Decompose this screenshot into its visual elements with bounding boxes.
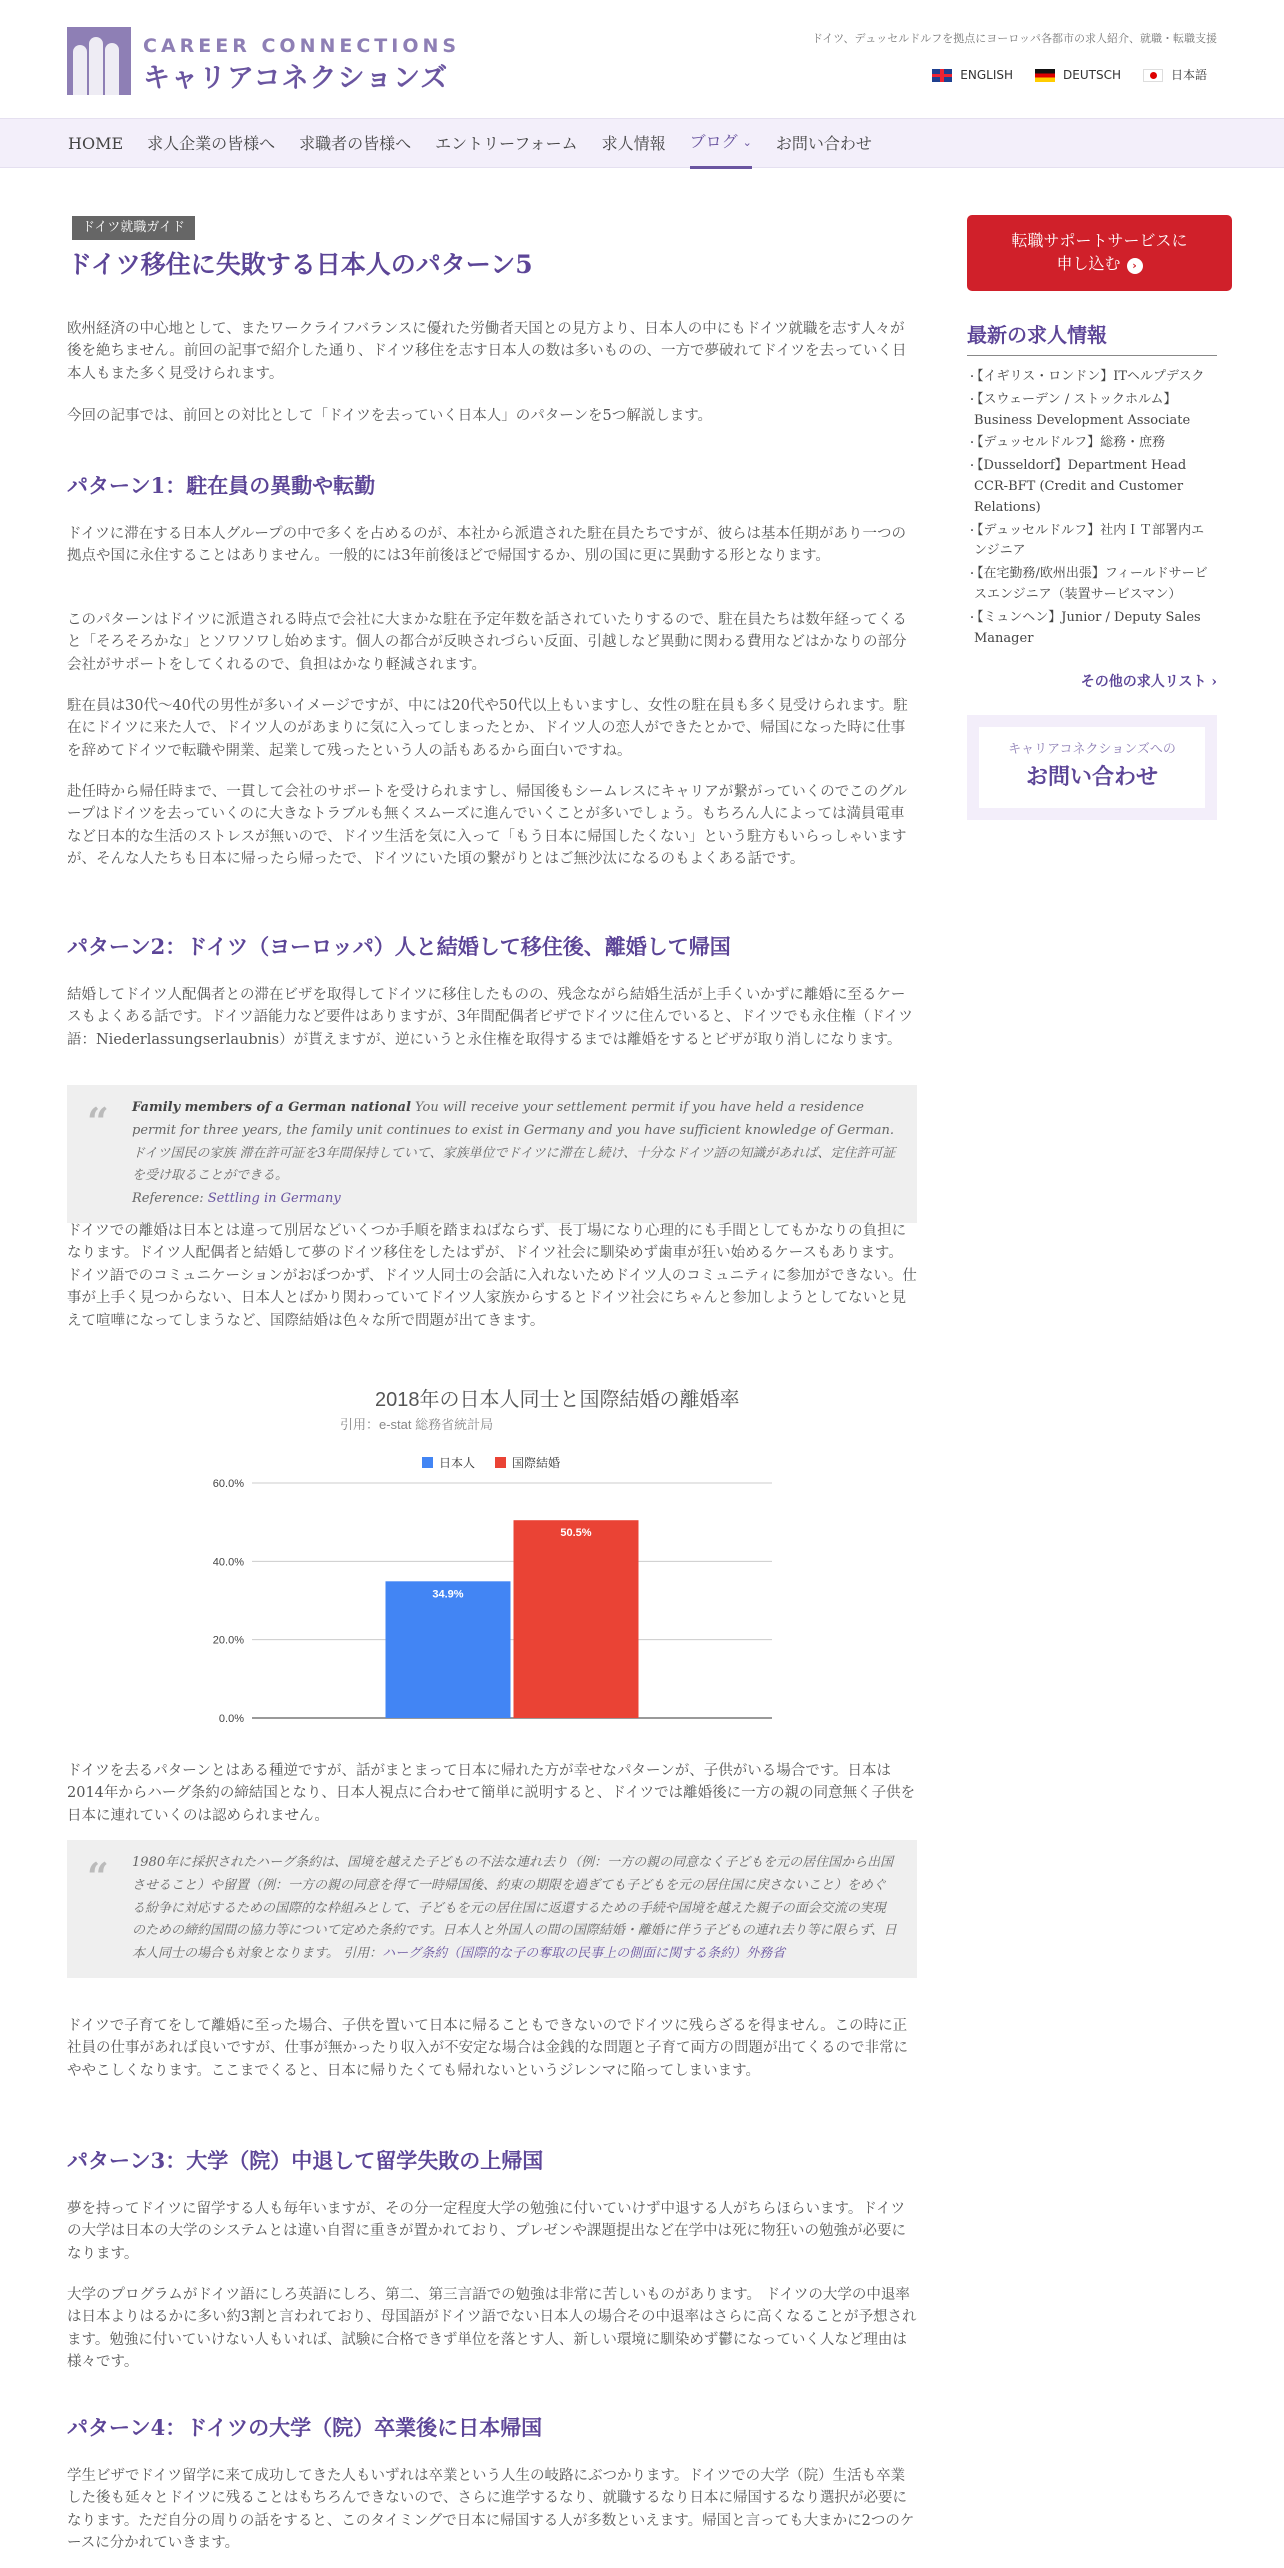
p2-paragraph-3: ドイツを去るパターンとはある種逆ですが、話がまとまって日本に帰れた方が幸せなパターンが、子供がいる場合です。日本は2014年からハーグ条約の締結国となり、日本人視点に合わせて簡単に説明すると、ドイツでは離婚後に一方の親の同意無く子供を日本に連れていくのは認められません。 [67,1763,916,1824]
y-tick-label-2: 40.0% [212,1556,244,1569]
nav-contact[interactable]: お問い合わせ [775,133,872,153]
heading-pattern-1: パターン1：駐在員の異動や転勤 [67,473,376,498]
divorce-rate-chart [197,1385,857,1755]
contact-banner[interactable] [967,715,1217,820]
job-support-cta-button[interactable] [967,215,1232,291]
legend-swatch-1 [495,1457,506,1468]
german-flag-icon [1035,69,1055,82]
p1-paragraph-2: このパターンはドイツに派遣される時点で会社に大まかな駐在予定年数を話されていたりするので、駐在員たちは数年経ってくると「そろそろかな」とソワソワし始めます。個人の都合が反映されづらい反面、引越しなど異動に関わる費用などはかなりの部分会社がサポートをしてくれるので、負担はかなり軽減されます。 [67,612,907,673]
chevron-down-icon: ⌄ [742,135,752,149]
blockquote-settlement [67,1085,917,1223]
y-tick-label-3: 60.0% [212,1478,244,1490]
latest-jobs-heading: 最新の求人情報 [967,320,1217,356]
intro-paragraph-1: 欧州経済の中心地として、またワークライフバランスに優れた労働者天国との見方より、日本人の中にもドイツ就職を志す人々が後を絶ちません。前回の記事で紹介した通り、ドイツ移住を志す日本人の数は多いものの、一方で夢破れてドイツを去っていく日本人もまた多く見受けられます。 [67,321,907,382]
y-tick-label-0: 0.0% [218,1713,244,1725]
p2-paragraph-4: ドイツで子育てをして離婚に至った場合、子供を置いて日本に帰ることもできないのでドイツに残らざるを得ません。この時に正社員の仕事があれば良いですが、仕事が無かったり収入が不安定な場合は金銭的な問題と子育て両方の問題が出てくるので非常にややこしくなります。ここまでくると、日本に帰りたくても帰れないというジレンマに陥ってしまいます。 [67,2018,908,2079]
p3-paragraph-1: 夢を持ってドイツに留学する人も毎年いますが、その分一定程度大学の勉強に付いていけず中退する人がちらほらいます。ドイツの大学は日本の大学のシステムとは違い自習に重きが置かれており、プレゼンや課題提出など在学中は死に物狂いの勉強が必要になります。 [67,2201,906,2262]
contact-big-text: お問い合わせ [1025,764,1158,791]
legend-label-1: 国際結婚 [512,1456,561,1470]
settling-in-germany-link[interactable]: Settling in Germany [207,1191,341,1206]
p2-paragraph-1: 結婚してドイツ人配偶者との滞在ビザを取得してドイツに移住したものの、残念ながら結婚生活が上手くいかずに離婚に至るケースもよくある話です。ドイツ語能力など要件はありますが、3年間配偶者ビザでドイツに住んでいると、ドイツでも永住権（ドイツ語：Niederlassungserlaubnis）が貰えますが、逆にいうと永住権を取得するまでは離婚をするとビザが取り消しになります。 [67,987,913,1048]
logo-text-ja[interactable]: キャリアコネクションズ [143,63,449,94]
p1-paragraph-3: 駐在員は30代〜40代の男性が多いイメージですが、中には20代や50代以上もいますし、女性の駐在員も多く見受けられます。駐在にドイツに来た人で、ドイツ人のがあまりに気に入ってしまったとか、ドイツ人の恋人ができたとかで、帰国になった時に仕事を辞めてドイツで転職や開業、起業して残ったという人の話もあるから面白いですね。 [67,698,908,759]
quote-strong: Family members of a German national [132,1100,411,1115]
p3-paragraph-2: 大学のプログラムがドイツ語にしろ英語にしろ、第二、第三言語での勉強は非常に苦しいものがあります。 ドイツの大学の中退率は日本よりはるかに多い約3割と言われており、母国語がドイツ語でない日本人の場合その中退率はさらに高くなることが予想されます。勉強に付いていけない人もいれば、試験に合格できず単位を落とす人、新しい環境に馴染めず鬱になっていく人など理由は様々です。 [67,2287,917,2371]
uk-flag-icon [932,69,952,82]
job-link[interactable]: ・ 【Dusseldorf】Department Head CCR-BFT (Credit and Customer Relations) [967,456,1217,518]
nav-entry-form[interactable]: エントリーフォーム [435,133,578,153]
lang-label: 日本語 [1170,68,1207,82]
job-link[interactable]: ・ 【デュッセルドルフ】社内ＩＴ部署内エンジニア [967,521,1217,563]
nav-jobs[interactable]: 求人情報 [601,133,666,153]
contact-small-text: キャリアコネクションズへの [1008,742,1176,757]
nav-employers[interactable]: 求人企業の皆様へ [147,133,276,153]
lang-english[interactable] [932,66,1013,85]
language-switcher [932,66,1207,85]
site-header [0,0,1284,118]
nav-home[interactable]: HOME [68,133,124,153]
job-link[interactable]: ・ 【在宅勤務/欧州出張】フィールドサービスエンジニア（装置サービスマン） [967,564,1217,606]
more-jobs-link[interactable] [1081,672,1217,694]
legend-swatch-0 [422,1457,433,1468]
p1-paragraph-1: ドイツに滞在する日本人グループの中で多くを占めるのが、本社から派遣された駐在員たちですが、彼らは基本任期があり一つの拠点や国に永住することはありません。一般的には3年前後ほどで帰国するか、別の国に更に異動する形となります。 [67,526,906,565]
chevron-right-icon: › [1211,674,1217,690]
chart-title: 2018年の日本人同士と国際結婚の離婚率 [375,1389,740,1411]
chart-subtitle: 引用：e-stat 総務省統計局 [340,1417,494,1432]
logo-text-en[interactable]: CAREER CONNECTIONS [143,35,461,57]
main-nav [0,118,1284,168]
bar-data-label-0: 34.9% [432,1588,464,1601]
quote-text: You will receive your settlement permit if you have held a residence permit for three years, the family unit continues to exist in Germany and you have sufficient knowledge of German. ドイツ国民の家族 滞在許可証を3年間保持していて、家族単位でドイツに滞在し続け、十分なドイツ語の知識があれば、定住許可証を受け取ることができる。 [132,1100,896,1184]
lang-deutsch[interactable] [1035,66,1121,85]
p4-paragraph-1: 学生ビザでドイツ留学に来て成功してきた人もいずれは卒業という人生の岐路にぶつかります。ドイツでの大学（院）生活も卒業した後も延々とドイツに残ることはもちろんできないので、さらに進学するなり、就職するなり日本に帰国するなり選択が必要になります。ただ自分の周りの話をすると、このタイミングで日本に帰国する人が多数といえます。帰国と言っても大まかに2つのケースに分かれていきます。 [67,2468,915,2552]
intro-paragraph-2: 今回の記事では、前回との対比として「ドイツを去っていく日本人」のパターンを5つ解説します。 [67,408,713,424]
header-tagline: ドイツ、デュッセルドルフを拠点にヨーロッパ各都市の求人紹介、就職・転職支援 [811,32,1217,45]
heading-pattern-4: パターン4：ドイツの大学（院）卒業後に日本帰国 [67,2415,543,2440]
job-link[interactable]: ・ 【スウェーデン / ストックホルム】Business Development Associate [967,390,1217,432]
cta-line-2: 申し込む [1056,254,1121,274]
quote-icon: “ [87,1099,109,1144]
nav-blog-label: ブログ [689,132,738,152]
quote-text: 1980年に採択されたハーグ条約は、国境を越えた子どもの不法な連れ去り（例：一方の親の同意なく子どもを元の居住国から出国させること）や留置（例：一方の親の同意を得て一時帰国後、約束の期限を過ぎても子どもを元の居住国に戻さないこと）をめぐる紛争に対応するための国際的な枠組みとして、子どもを元の居住国に返還するための手続や国境を越えた親子の面会交流の実現のための締約国間の協力等について定めた条約です。日本人と外国人の間の国際結婚・離婚に伴う子どもの連れ去り等に限らず、日本人同士の場合も対象となります。 引用： [132,1855,897,1961]
hague-convention-link[interactable]: ハーグ条約（国際的な子の奪取の民事上の側面に関する条約）外務省 [382,1946,786,1961]
lang-label: ENGLISH [960,68,1014,82]
japan-flag-icon [1143,69,1163,82]
quote-icon: “ [87,1854,109,1899]
chevron-right-icon: › [1127,258,1143,274]
logo-icon[interactable] [67,27,131,95]
nav-job-seekers[interactable]: 求職者の皆様へ [299,133,412,153]
nav-blog[interactable] [690,119,752,169]
article-title: ドイツ移住に失敗する日本人のパターン5 [67,250,533,280]
job-link[interactable]: ・ 【ミュンヘン】Junior / Deputy Sales Manager [967,608,1217,650]
bar-0 [386,1581,511,1718]
bar-data-label-1: 50.5% [560,1527,592,1540]
chart-svg [197,1413,857,1753]
blockquote-hague [67,1840,917,1978]
y-tick-label-1: 20.0% [212,1634,244,1647]
heading-pattern-2: パターン2：ドイツ（ヨーロッパ）人と結婚して移住後、離婚して帰国 [67,934,731,959]
latest-jobs-list [967,367,1217,651]
cta-line-1: 転職サポートサービスに [1011,231,1188,250]
more-jobs-label: その他の求人リスト [1080,674,1207,690]
contact-banner-inner [979,727,1205,808]
lang-label: DEUTSCH [1063,68,1121,82]
job-link[interactable]: ・ 【デュッセルドルフ】総務・庶務 [967,433,1217,454]
category-badge[interactable]: ドイツ就職ガイド [72,216,195,240]
p2-paragraph-2: ドイツでの離婚は日本とは違って別居などいくつか手順を踏まねばならず、長丁場になり心理的にも手間としてもかなりの負担になります。ドイツ人配偶者と結婚して夢のドイツ移住をしたはずが、ドイツ社会に馴染めず歯車が狂い始めるケースもあります。ドイツ語でのコミュニケーションがおぼつかず、ドイツ人同士の会話に入れないためドイツ人のコミュニティに参加ができない。仕事が上手く見つからない、日本人とばかり関わっていてドイツ人家族からするとドイツ社会にちゃんと参加しようとしてないと見えて喧嘩になってしまうなど、国際結婚は色々な所で問題が出てきます。 [67,1223,917,1329]
p1-paragraph-4: 赴任時から帰任時まで、一貫して会社のサポートを受けられますし、帰国後もシームレスにキャリアが繋がっていくのでこのグループはドイツを去っていくのに大きなトラブルも無くスムーズに進んでいくことが多いでしょう。もちろん人によっては満員電車など日本的な生活のストレスが無いので、ドイツ生活を気に入って「もう日本に帰国したくない」という駐方もいらっしゃいますが、そんな人たちも日本に帰ったら帰ったで、ドイツにいた頃の繋がりとはご無沙汰になるのもよくある話です。 [67,784,907,868]
job-link[interactable]: ・ 【イギリス・ロンドン】ITヘルプデスク [967,367,1217,388]
legend-label-0: 日本人 [439,1456,476,1470]
heading-pattern-3: パターン3：大学（院）中退して留学失敗の上帰国 [67,2148,544,2173]
bar-1 [514,1520,639,1718]
lang-japanese[interactable] [1143,66,1207,85]
quote-ref-label: Reference: [132,1191,208,1206]
